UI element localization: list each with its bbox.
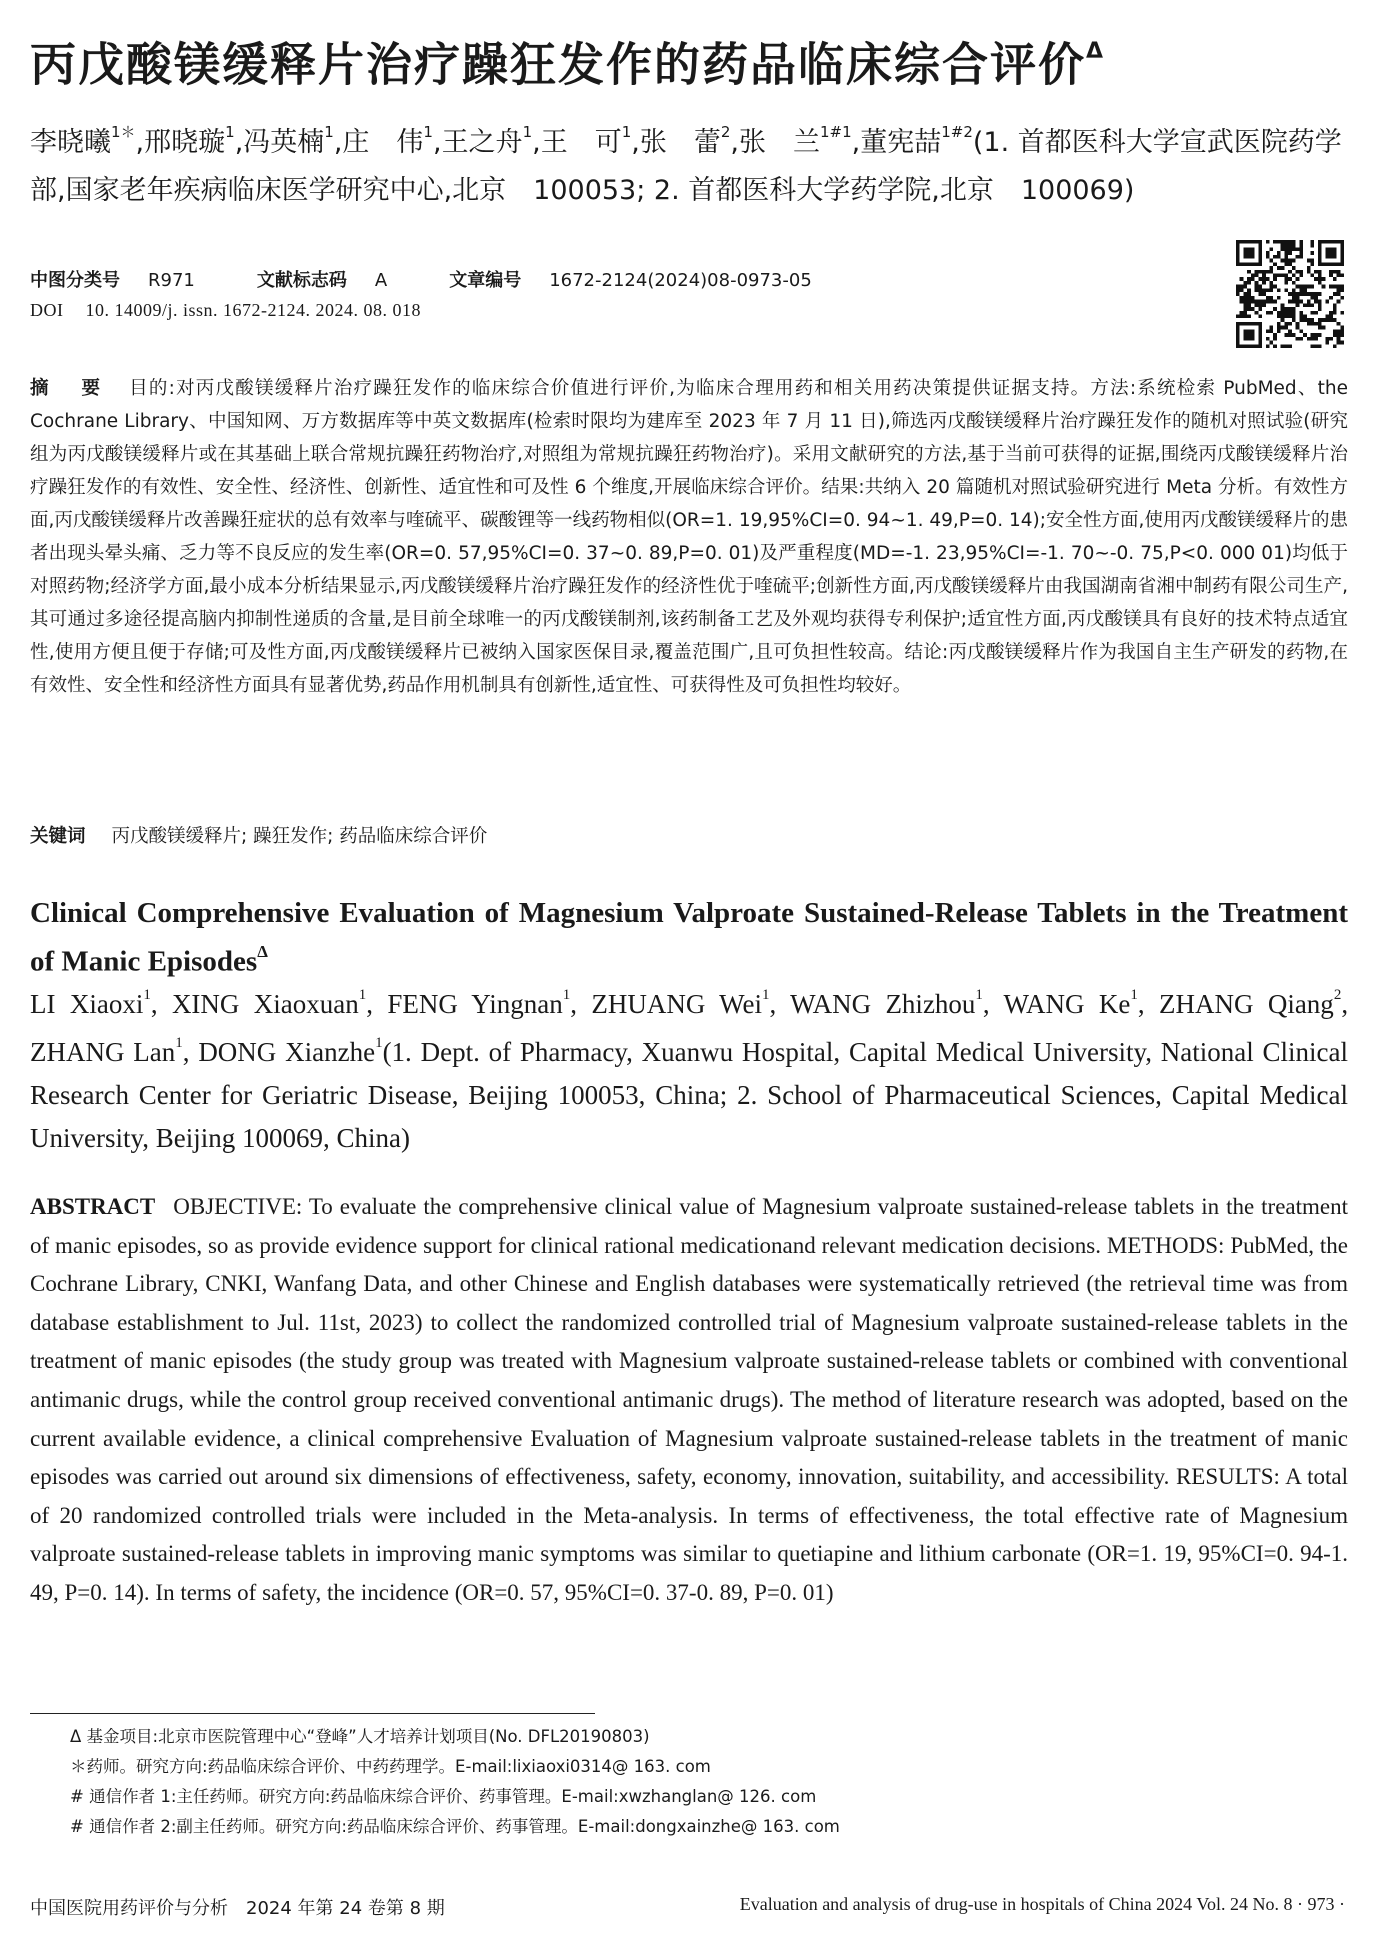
clc-label: 中图分类号 — [30, 270, 120, 291]
doi-label: DOI — [30, 300, 64, 320]
title-cn-text: 丙戊酸镁缓释片治疗躁狂发作的药品临床综合评价 — [30, 37, 1086, 92]
abstract-cn-text: 目的:对丙戊酸镁缓释片治疗躁狂发作的临床综合价值进行评价,为临床合理用药和相关用药决策提供证据支持。方法:系统检索 PubMed、the Cochrane Library、中国知网、万方数据库等中英文数据库(检索时限均为建库至 2023 年 7 月 11 日),筛选丙戊酸镁缓释片治疗躁狂发作的随机对照试验(研究组为丙戊酸镁缓释片或在其基础上联合常规抗躁狂药物治疗,对照组为常规抗躁狂药物治疗)。采用文献研究的方法,基于当前可获得的证据,围绕丙戊酸镁缓释片治疗躁狂发作的有效性、安全性、经济性、创新性、适宜性和可及性 6 个维度,开展临床综合评价。结果:共纳入 20 篇随机对照试验研究进行 Meta 分析。有效性方面,丙戊酸镁缓释片改善躁狂症状的总有效率与喹硫平、碳酸锂等一线药物相似(OR=1. 19,95%CI=0. 94~1. 49,P=0. 14);安全性方面,使用丙戊酸镁缓释片的患者出现头晕头痛、乏力等不良反应的发生率(OR=0. 57,95%CI=0. 37~0. 89,P=0. 01)及严重程度(MD=-1. 23,95%CI=-1. 70~-0. 75,P<0. 000 01)均低于对照药物;经济学方面,最小成本分析结果显示,丙戊酸镁缓释片治疗躁狂发作的经济性优于喹硫平;创新性方面,丙戊酸镁缓释片由我国湖南省湘中制药有限公司生产,其可通过多途径提高脑内抑制性递质的含量,是目前全球唯一的丙戊酸镁制剂,该药制备工艺及外观均获得专利保护;适宜性方面,丙戊酸镁具有良好的技术特点适宜性,使用方便且便于存储;可及性方面,丙戊酸镁缓释片已被纳入国家医保目录,覆盖范围广,且可负担性较高。结论:丙戊酸镁缓释片作为我国自主生产研发的药物,在有效性、安全性和经济性方面具有显著优势,药品作用机制具有创新性,适宜性、可获得性及可负担性均较好。 — [30, 378, 1348, 696]
author-name: 李晓曦$^{1*}$ — [30, 123, 136, 158]
authors-cn-list: 李晓曦$^{1*}$,邢晓璇$^1$,冯英楠$^1$,庄 伟$^1$,王之舟$^1$,王 可$^1$,张 蕾$^2$,张 兰$^{1\#1}$,董宪喆$^{1\#2}$ — [30, 123, 973, 158]
footnote-first-author: ＊药师。研究方向:药品临床综合评价、中药药理学。E-mail:lixiaoxi0314@ 163. com — [70, 1757, 711, 1776]
author-name: DONG Xianzhe$^1$ — [198, 1035, 383, 1067]
keywords-cn — [30, 822, 487, 848]
author-affiliation-mark: 1 — [761, 987, 770, 1003]
footnote-corresponding-1: # 通信作者 1:主任药师。研究方向:药品临床综合评价、药事管理。E-mail:xwzhanglan@ 126. com — [70, 1787, 817, 1806]
doi-value: 10. 14009/j. issn. 1672-2124. 2024. 08. 018 — [85, 300, 422, 320]
doc-code-value: A — [374, 270, 388, 291]
article-title-en — [30, 892, 1348, 983]
title-cn-mark: Δ — [1086, 39, 1106, 64]
footnotes — [70, 1722, 1270, 1842]
title-en-text: Clinical Comprehensive Evaluation of Magnesium Valproate Sustained-Release Tablets in the Treatment of Manic Episodes — [30, 897, 1348, 978]
author-affiliation-mark: 1 — [423, 123, 433, 141]
doi-line — [30, 300, 421, 321]
article-no-label: 文章编号 — [449, 270, 522, 291]
author-affiliation-mark: 1 — [324, 123, 334, 141]
author-affiliation-mark: 2 — [720, 123, 731, 141]
footnote-funding: Δ 基金项目:北京市医院管理中心“登峰”人才培养计划项目(No. DFL20190803) — [70, 1727, 650, 1746]
author-name: LI Xiaoxi$^1$ — [30, 987, 151, 1019]
author-affiliation-mark: 1＊ — [111, 123, 136, 141]
author-affiliation-mark: 1 — [621, 123, 632, 141]
author-name: ZHUANG Wei$^1$ — [591, 987, 770, 1019]
abstract-cn — [30, 372, 1348, 702]
doc-code-label: 文献标志码 — [256, 270, 347, 291]
clc-value: R971 — [148, 270, 195, 291]
keywords-cn-label: 关键词 — [30, 826, 86, 847]
author-name: 邢晓璇$^1$ — [144, 123, 235, 158]
abstract-en-text: OBJECTIVE: To evaluate the comprehensive clinical value of Magnesium valproate sustained-release tablets in the treatment of manic episodes, so as provide evidence support for clinical rational medicationand relevant medication decisions. METHODS: PubMed, the Cochrane Library, CNKI, Wanfang Data, and other Chinese and English databases were systematically retrieved (the retrieval time was from database establishment to Jul. 11st, 2023) to collect the randomized controlled trial of Magnesium valproate sustained-release tablets in the treatment of manic episodes (the study group was treated with Magnesium valproate sustained-release tablets or combined with conventional antimanic drugs, while the control group received conventional antimanic drugs). The method of literature research was adopted, based on the current available evidence, a clinical comprehensive Evaluation of Magnesium valproate sustained-release tablets in the treatment of manic episodes was carried out around six dimensions of effectiveness, safety, economy, innovation, suitability, and accessibility. RESULTS: A total of 20 randomized controlled trials were included in the Meta-analysis. In terms of effectiveness, the total effective rate of Magnesium valproate sustained-release tablets in improving manic symptoms was similar to quetiapine and lithium carbonate (OR=1. 19, 95%CI=0. 94-1. 49, P=0. 14). In terms of safety, the incidence (OR=0. 57, 95%CI=0. 37-0. 89, P=0. 01) — [30, 1194, 1348, 1605]
affiliations-en: (1. Dept. of Pharmacy, Xuanwu Hospital, Capital Medical University, National Clinical Research Center for Geriatric Disease, Beijing 100053, China; 2. School of Pharmaceutical Sciences, Capital Medical University, Beijing 100069, China) — [30, 1037, 1349, 1153]
article-title-cn — [30, 26, 1350, 96]
author-name: XING Xiaoxuan$^1$ — [171, 987, 367, 1019]
footer-journal-en: Evaluation and analysis of drug-use in hospitals of China 2024 Vol. 24 No. 8 · 973 · — [739, 1894, 1345, 1914]
title-en-mark: Δ — [257, 942, 268, 961]
author-name: 董宪喆$^{1\#2}$ — [860, 123, 973, 158]
author-name: 王之舟$^1$ — [441, 123, 533, 158]
author-affiliation-mark: 1#1 — [819, 123, 852, 141]
author-affiliation-mark: 1 — [975, 987, 983, 1003]
authors-cn — [30, 112, 1345, 215]
abstract-en-label: ABSTRACT — [30, 1194, 156, 1219]
authors-en — [30, 978, 1348, 1160]
author-affiliation-mark: 1 — [1130, 987, 1138, 1003]
author-affiliation-mark: 1 — [175, 1035, 183, 1051]
author-affiliation-mark: 1 — [375, 1035, 383, 1051]
author-affiliation-mark: 1#2 — [941, 123, 973, 141]
author-name: 张 兰$^{1\#1}$ — [738, 123, 852, 158]
article-no-value: 1672-2124(2024)08-0973-05 — [549, 270, 812, 291]
author-name: WANG Ke$^1$ — [1003, 987, 1138, 1019]
authors-en-list: LI Xiaoxi$^1$, XING Xiaoxuan$^1$, FENG Yingnan$^1$, ZHUANG Wei$^1$, WANG Zhizhou$^1$, WANG Ke$^1$, ZHANG Qiang$^2$, ZHANG Lan$^1$, DONG Xianzhe$^1$ — [30, 987, 1349, 1067]
author-name: WANG Zhizhou$^1$ — [790, 987, 983, 1019]
keywords-cn-text: 丙戊酸镁缓释片; 躁狂发作; 药品临床综合评价 — [111, 826, 488, 847]
author-name: 庄 伟$^1$ — [342, 123, 433, 158]
author-name: 张 蕾$^2$ — [639, 123, 731, 158]
author-affiliation-mark: 1 — [562, 987, 571, 1003]
affiliations-cn: (1. 首都医科大学宣武医院药学部,国家老年疾病临床医学研究中心,北京 100053; 2. 首都医科大学药学院,北京 100069) — [30, 127, 1342, 206]
author-affiliation-mark: 2 — [1333, 987, 1342, 1003]
abstract-cn-label: 摘 要 — [30, 378, 108, 399]
author-name: ZHANG Qiang$^2$ — [1158, 987, 1342, 1019]
qr-code-icon — [1235, 240, 1345, 348]
author-name: ZHANG Lan$^1$ — [30, 1035, 183, 1067]
author-affiliation-mark: 1 — [143, 987, 151, 1003]
abstract-en — [30, 1188, 1348, 1613]
footnote-divider — [30, 1713, 595, 1714]
footnote-corresponding-2: # 通信作者 2:副主任药师。研究方向:药品临床综合评价、药事管理。E-mail:dongxainzhe@ 163. com — [70, 1817, 840, 1836]
classification-line — [30, 266, 812, 292]
footer-journal-cn: 中国医院用药评价与分析 2024 年第 24 卷第 8 期 — [30, 1898, 445, 1919]
author-name: 王 可$^1$ — [540, 123, 632, 158]
author-affiliation-mark: 1 — [522, 123, 533, 141]
author-affiliation-mark: 1 — [225, 123, 235, 141]
author-affiliation-mark: 1 — [358, 987, 367, 1003]
author-name: FENG Yingnan$^1$ — [387, 987, 571, 1019]
author-name: 冯英楠$^1$ — [243, 123, 334, 158]
